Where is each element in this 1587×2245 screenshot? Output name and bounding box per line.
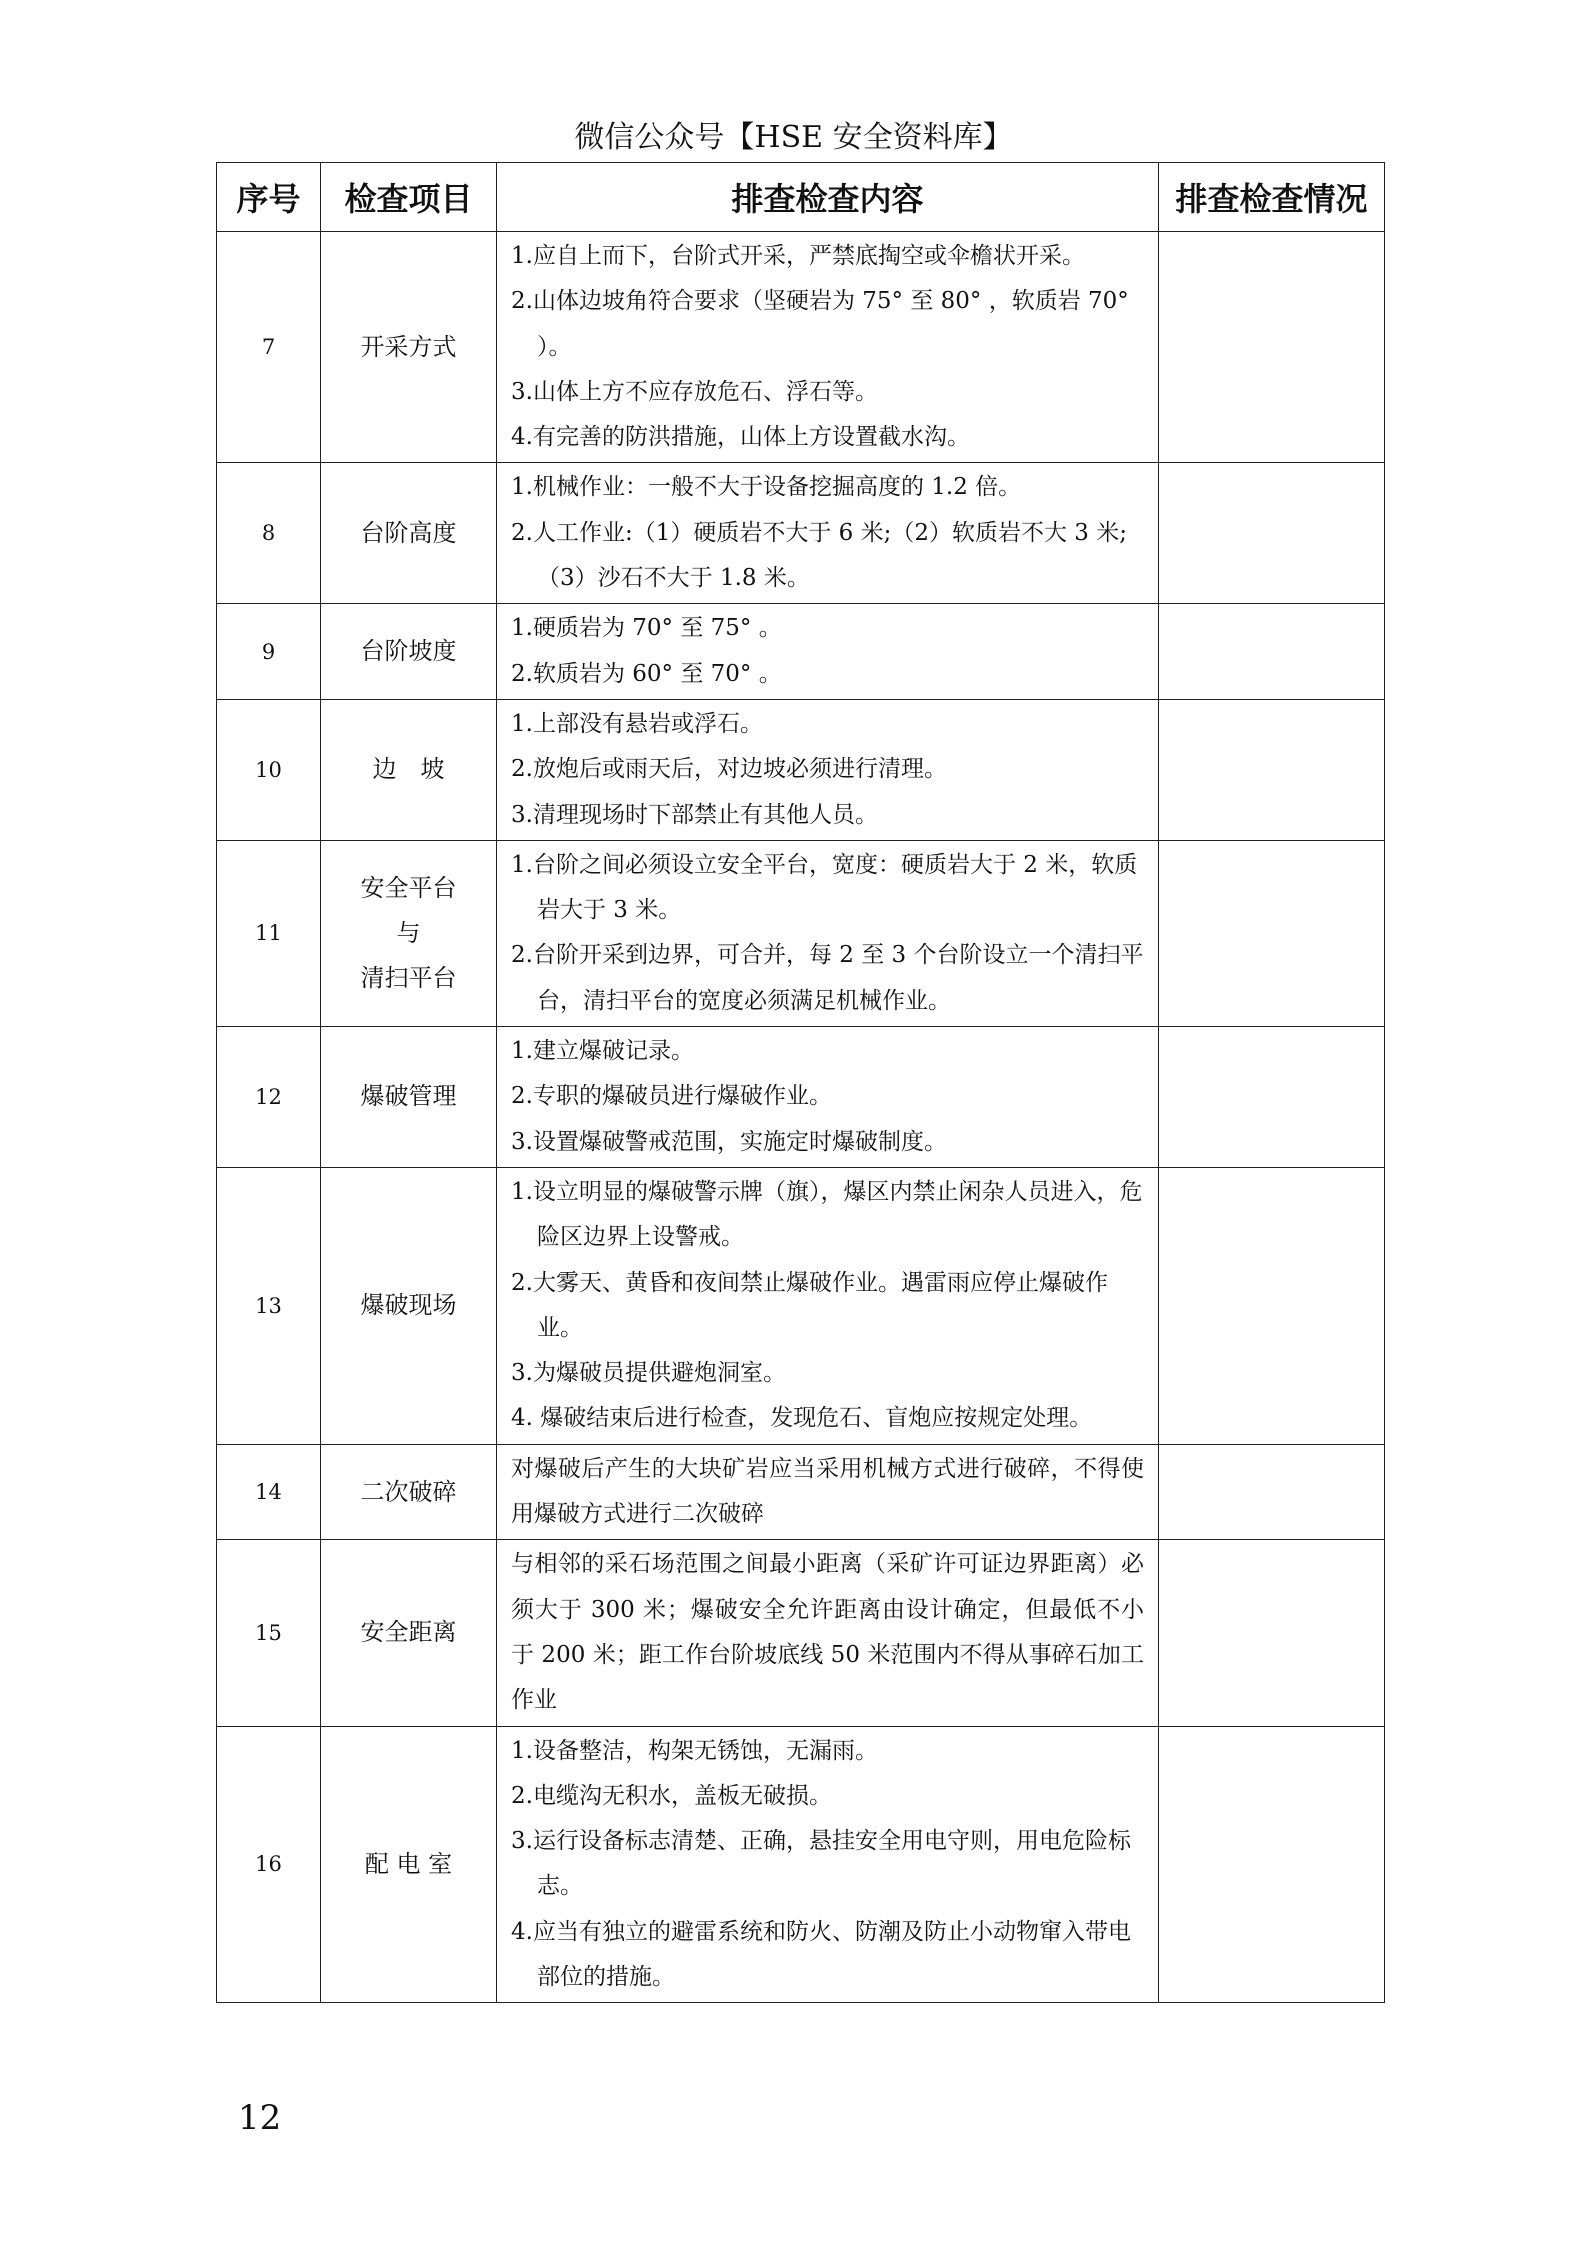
inspection-table	[216, 162, 1385, 2003]
row-number: 9	[217, 604, 321, 700]
content-line: 4.应当有独立的避雷系统和防火、防潮及防止小动物窜入带电部位的措施。	[511, 1918, 1131, 1990]
check-status-cell[interactable]	[1159, 699, 1385, 840]
check-item-line: 二次破碎	[360, 1477, 457, 1506]
table-row	[217, 463, 1385, 604]
check-item	[321, 1726, 497, 2003]
check-status-cell[interactable]	[1159, 232, 1385, 463]
content-line: 4.有完善的防洪措施，山体上方设置截水沟。	[511, 424, 970, 451]
table-row	[217, 604, 1385, 700]
check-item	[321, 604, 497, 700]
row-number: 7	[217, 232, 321, 463]
table-row	[217, 1167, 1385, 1444]
check-content	[497, 1444, 1159, 1540]
check-item	[321, 1027, 497, 1168]
check-item-line: 与	[396, 918, 421, 947]
check-item-line: 爆破管理	[360, 1082, 457, 1111]
check-status-cell[interactable]	[1159, 1167, 1385, 1444]
check-content	[497, 604, 1159, 700]
check-status-cell[interactable]	[1159, 840, 1385, 1026]
row-number: 12	[217, 1027, 321, 1168]
content-line: 3.为爆破员提供避炮洞室。	[511, 1360, 786, 1387]
content-line: 对爆破后产生的大块矿岩应当采用机械方式进行破碎，不得使用爆破方式进行二次破碎	[511, 1455, 1144, 1528]
check-item	[321, 1167, 497, 1444]
check-content	[497, 699, 1159, 840]
table-row	[217, 1726, 1385, 2003]
row-number: 10	[217, 699, 321, 840]
check-item	[321, 1444, 497, 1540]
col-header-no: 序号	[217, 163, 321, 232]
row-number: 13	[217, 1167, 321, 1444]
content-line: 1.硬质岩为 70° 至 75° 。	[511, 615, 782, 642]
check-item-line: 安全距离	[360, 1618, 457, 1647]
content-line: 1.上部没有悬岩或浮石。	[511, 710, 763, 737]
check-item-line: 台阶高度	[360, 518, 457, 547]
table-header-row	[217, 163, 1385, 232]
content-line: 2.软质岩为 60° 至 70° 。	[511, 660, 782, 687]
page-number: 12	[238, 2098, 282, 2138]
check-content	[497, 1726, 1159, 2003]
check-item-line: 配 电 室	[364, 1849, 453, 1878]
row-number: 11	[217, 840, 321, 1026]
content-line: 1.台阶之间必须设立安全平台，宽度：硬质岩大于 2 米，软质岩大于 3 米。	[511, 851, 1138, 924]
content-line: 2.电缆沟无积水，盖板无破损。	[511, 1782, 832, 1809]
col-header-content: 排查检查内容	[497, 163, 1159, 232]
check-content	[497, 463, 1159, 604]
row-number: 8	[217, 463, 321, 604]
content-line: 1.建立爆破记录。	[511, 1038, 694, 1065]
content-line: 3.清理现场时下部禁止有其他人员。	[511, 801, 878, 828]
check-item-line: 安全平台	[360, 873, 457, 902]
check-status-cell[interactable]	[1159, 1027, 1385, 1168]
content-line: 2.人工作业:（1）硬质岩不大于 6 米;（2）软质岩不大 3 米;（3）沙石不大于 1.8 米。	[511, 519, 1127, 592]
content-line: 3.运行设备标志清楚、正确，悬挂安全用电守则，用电危险标志。	[511, 1828, 1131, 1900]
table-row	[217, 232, 1385, 463]
table-row	[217, 1444, 1385, 1540]
content-line: 2.山体边坡角符合要求（坚硬岩为 75° 至 80° ，软质岩 70° ）。	[511, 288, 1129, 360]
content-line: 2.放炮后或雨天后，对边坡必须进行清理。	[511, 756, 947, 783]
content-line: 2.台阶开采到边界，可合并，每 2 至 3 个台阶设立一个清扫平台，清扫平台的宽度必须满足机械作业。	[511, 942, 1144, 1014]
table-row	[217, 699, 1385, 840]
check-content	[497, 1027, 1159, 1168]
row-number: 15	[217, 1540, 321, 1726]
content-line: 1.应自上而下，台阶式开采，严禁底掏空或伞檐状开采。	[511, 243, 1085, 269]
content-line: 1.机械作业：一般不大于设备挖掘高度的 1.2 倍。	[511, 474, 1022, 501]
check-status-cell[interactable]	[1159, 604, 1385, 700]
check-item-line: 开采方式	[360, 332, 457, 361]
check-status-cell[interactable]	[1159, 1540, 1385, 1726]
content-line: 与相邻的采石场范围之间最小距离（采矿许可证边界距离）必须大于 300 米；爆破安全允许距离由设计确定，但最低不小于 200 米；距工作台阶坡底线 50 米范围内不得从事碎石加工作业	[511, 1551, 1144, 1714]
check-item	[321, 232, 497, 463]
row-number: 16	[217, 1726, 321, 2003]
content-line: 2.专职的爆破员进行爆破作业。	[511, 1083, 832, 1110]
check-status-cell[interactable]	[1159, 463, 1385, 604]
row-number: 14	[217, 1444, 321, 1540]
check-item	[321, 840, 497, 1026]
check-item-line: 台阶坡度	[360, 637, 457, 666]
check-status-cell[interactable]	[1159, 1726, 1385, 2003]
check-item-line: 边 坡	[372, 755, 445, 784]
col-header-status: 排查检查情况	[1159, 163, 1385, 232]
table-row	[217, 1540, 1385, 1726]
content-line: 1.设备整洁，构架无锈蚀，无漏雨。	[511, 1737, 878, 1764]
check-item-line: 清扫平台	[360, 963, 457, 992]
check-item-line: 爆破现场	[360, 1291, 457, 1320]
check-item	[321, 463, 497, 604]
table-row	[217, 840, 1385, 1026]
check-content	[497, 1167, 1159, 1444]
content-line: 3.山体上方不应存放危石、浮石等。	[511, 378, 878, 405]
check-item	[321, 699, 497, 840]
check-status-cell[interactable]	[1159, 1444, 1385, 1540]
page-header: 微信公众号【HSE 安全资料库】	[574, 120, 1013, 155]
check-content	[497, 1540, 1159, 1726]
table-row	[217, 1027, 1385, 1168]
content-line: 4. 爆破结束后进行检查，发现危石、盲炮应按规定处理。	[511, 1405, 1093, 1432]
content-line: 2.大雾天、黄昏和夜间禁止爆破作业。遇雷雨应停止爆破作业。	[511, 1269, 1108, 1341]
check-content	[497, 840, 1159, 1026]
check-content	[497, 232, 1159, 463]
content-line: 1.设立明显的爆破警示牌（旗），爆区内禁止闲杂人员进入，危险区边界上设警戒。	[511, 1178, 1143, 1251]
col-header-item: 检查项目	[321, 163, 497, 232]
check-item	[321, 1540, 497, 1726]
content-line: 3.设置爆破警戒范围，实施定时爆破制度。	[511, 1128, 947, 1155]
